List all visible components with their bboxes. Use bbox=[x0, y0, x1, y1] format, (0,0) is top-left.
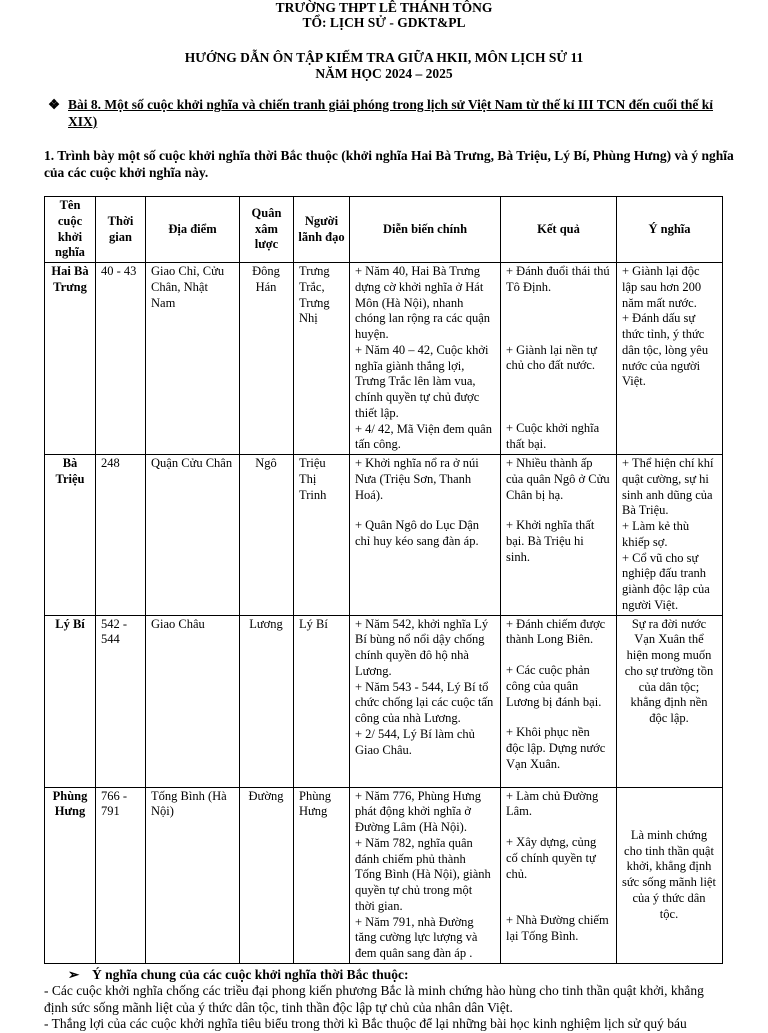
lesson-heading bbox=[48, 97, 728, 131]
meaning-item: + Làm kẻ thù khiếp sợ. bbox=[622, 519, 690, 549]
conclusion-heading bbox=[68, 967, 409, 984]
event-item: + Năm 542, khởi nghĩa Lý Bí bùng nổ nổi dậy chống chính quyền đô hộ nhà Lương. bbox=[355, 616, 489, 678]
arrow-bullet-icon: ➢ bbox=[68, 967, 80, 982]
uprising-place: Giao Chỉ, Cửu Chân, Nhật Nam bbox=[146, 263, 240, 455]
table-header-row bbox=[45, 197, 723, 263]
table-row bbox=[45, 787, 723, 963]
uprising-time: 40 - 43 bbox=[96, 263, 146, 455]
column-header: Quân xâm lược bbox=[240, 197, 294, 263]
result-item: + Giành lại nền tự chủ cho đất nước. bbox=[506, 342, 597, 373]
meaning-item: Là minh chứng cho tinh thần quật khởi, khẳng định sức sống mãnh liệt của ý thức dân tộc. bbox=[622, 827, 716, 921]
uprisings-table bbox=[44, 196, 723, 964]
result-item: + Nhà Đường chiếm lại Tống Bình. bbox=[506, 913, 609, 943]
event-item: + Quân Ngô do Lục Dận chỉ huy kéo sang đàn áp. bbox=[355, 518, 480, 548]
uprising-events bbox=[350, 787, 501, 963]
school-year: NĂM HỌC 2024 – 2025 bbox=[315, 66, 453, 81]
uprising-invader: Đông Hán bbox=[240, 263, 294, 455]
uprising-meaning bbox=[617, 455, 723, 616]
uprising-events bbox=[350, 455, 501, 616]
uprising-results bbox=[501, 455, 617, 616]
question-1: 1. Trình bày một số cuộc khởi nghĩa thời Bắc thuộc (khởi nghĩa Hai Bà Trưng, Bà Triệu, Lý Bí, Phùng Hưng) và ý nghĩa của các cuộc khởi nghĩa này. bbox=[44, 148, 734, 180]
meaning-item: Sự ra đời nước Vạn Xuân thể hiện mong muốn cho sự trường tồn của dân tộc; khẳng định nền độc lập. bbox=[624, 616, 714, 725]
column-header: Thời gian bbox=[96, 197, 146, 263]
result-item: + Nhiều thành ấp của quân Ngô ở Cửu Chân bị hạ. bbox=[506, 456, 610, 502]
column-header: Người lãnh đạo bbox=[294, 197, 350, 263]
uprising-place: Tống Bình (Hà Nội) bbox=[146, 787, 240, 963]
event-item: + Năm 543 - 544, Lý Bí tổ chức chống lại các cuộc tấn công của nhà Lương. bbox=[355, 679, 494, 725]
conclusion-paragraph: - Các cuộc khởi nghĩa chống các triều đại phong kiến phương Bắc là minh chứng hào hùng cho tinh thần quật khởi, khẳng định sức sống mãnh liệt của ý thức dân tộc, tinh thần độc lập tự chủ của nhân dân Việt. bbox=[44, 983, 704, 1015]
column-header: Địa điểm bbox=[146, 197, 240, 263]
result-item: + Cuộc khởi nghĩa thất bại. bbox=[506, 421, 600, 451]
uprising-results bbox=[501, 263, 617, 455]
meaning-item: + Cổ vũ cho sự nghiệp đấu tranh giành độc lập của người Việt. bbox=[622, 550, 710, 612]
meaning-item: + Đánh dấu sự thức tỉnh, ý thức dân tộc, lòng yêu nước của người Việt. bbox=[622, 311, 709, 389]
uprising-place: Quận Cửu Chân bbox=[146, 455, 240, 616]
uprising-leader: Triệu Thị Trinh bbox=[294, 455, 350, 616]
meaning-item: + Giành lại độc lập sau hơn 200 năm mất nước. bbox=[622, 264, 702, 310]
uprising-name: Bà Triệu bbox=[45, 455, 96, 616]
uprising-name: Phùng Hưng bbox=[45, 787, 96, 963]
uprising-time: 542 - 544 bbox=[96, 615, 146, 787]
column-header: Ý nghĩa bbox=[617, 197, 723, 263]
event-item: + Năm 782, nghĩa quân đánh chiếm phủ thành Tống Bình (Hà Nội), giành quyền tự chủ trong một thời gian. bbox=[355, 835, 491, 913]
table-row bbox=[45, 455, 723, 616]
event-item: + Khởi nghĩa nổ ra ở núi Nưa (Triệu Sơn, Thanh Hoá). bbox=[355, 456, 479, 502]
event-item: + Năm 791, nhà Đường tăng cường lực lượng và đem quân sang đàn áp . bbox=[355, 914, 478, 960]
conclusion-heading-text: Ý nghĩa chung của các cuộc khởi nghĩa thời Bắc thuộc: bbox=[92, 967, 409, 982]
result-item: + Làm chủ Đường Lâm. bbox=[506, 788, 599, 819]
uprising-time: 248 bbox=[96, 455, 146, 616]
uprising-meaning bbox=[617, 263, 723, 455]
uprising-invader: Đường bbox=[240, 787, 294, 963]
event-item: + Năm 776, Phùng Hưng phát động khởi nghĩa ở Đường Lâm (Hà Nội). bbox=[355, 788, 481, 834]
result-item: + Xây dựng, củng cố chính quyền tự chủ. bbox=[506, 835, 597, 881]
event-item: + Năm 40 – 42, Cuộc khởi nghĩa giành thắng lợi, Trưng Trắc lên làm vua, chính quyền tự chủ được thiết lập. bbox=[355, 342, 489, 420]
column-header: Kết quả bbox=[501, 197, 617, 263]
result-item: + Các cuộc phản công của quân Lương bị đánh bại. bbox=[506, 663, 602, 709]
meaning-item: + Thể hiện chí khí quật cường, sự hi sinh anh dũng của Bà Triệu. bbox=[622, 456, 714, 518]
result-item: + Đánh chiếm được thành Long Biên. bbox=[506, 616, 606, 647]
uprising-leader: Phùng Hưng bbox=[294, 787, 350, 963]
uprising-results bbox=[501, 615, 617, 787]
uprising-leader: Lý Bí bbox=[294, 615, 350, 787]
department-name: TỔ: LỊCH SỬ - GDKT&PL bbox=[302, 15, 466, 30]
uprising-leader: Trưng Trắc, Trưng Nhị bbox=[294, 263, 350, 455]
document-title: HƯỚNG DẪN ÔN TẬP KIẾM TRA GIỮA HKII, MÔN LỊCH SỬ 11 bbox=[184, 50, 584, 65]
uprising-invader: Ngô bbox=[240, 455, 294, 616]
result-item: + Đánh đuổi thái thú Tô Định. bbox=[506, 264, 610, 294]
event-item: + 4/ 42, Mã Viện đem quân tấn công. bbox=[355, 421, 492, 452]
uprising-name: Hai Bà Trưng bbox=[45, 263, 96, 455]
result-item: + Khởi nghĩa thất bại. Bà Triệu hi sinh. bbox=[506, 518, 595, 564]
table-row bbox=[45, 263, 723, 455]
table-row bbox=[45, 615, 723, 787]
uprising-place: Giao Châu bbox=[146, 615, 240, 787]
event-item: + Năm 40, Hai Bà Trưng dựng cờ khởi nghĩa ở Hát Môn (Hà Nội), nhanh chóng lan rộng ra các quận huyện. bbox=[355, 264, 491, 341]
school-name: TRƯỜNG THPT LÊ THÁNH TÔNG bbox=[275, 0, 493, 15]
lesson-title: Bài 8. Một số cuộc khởi nghĩa và chiến tranh giải phóng trong lịch sử Việt Nam từ thế kỉ III TCN đến cuối thế kỉ XIX) bbox=[68, 97, 714, 129]
uprising-name: Lý Bí bbox=[45, 615, 96, 787]
uprising-events bbox=[350, 263, 501, 455]
column-header: Tên cuộc khởi nghĩa bbox=[45, 197, 96, 263]
uprising-meaning bbox=[617, 787, 723, 963]
uprising-results bbox=[501, 787, 617, 963]
conclusion-paragraph: - Thắng lợi của các cuộc khởi nghĩa tiêu biểu trong thời kì Bắc thuộc để lại những bài học kinh nghiệm lịch sử quý báu bbox=[44, 1016, 687, 1031]
uprising-time: 766 - 791 bbox=[96, 787, 146, 963]
diamond-bullet-icon: ❖ bbox=[48, 97, 61, 112]
uprising-events bbox=[350, 615, 501, 787]
result-item: + Khôi phục nền độc lập. Dựng nước Vạn Xuân. bbox=[506, 725, 606, 771]
uprising-invader: Lương bbox=[240, 615, 294, 787]
event-item: + 2/ 544, Lý Bí làm chủ Giao Châu. bbox=[355, 726, 475, 757]
uprising-meaning bbox=[617, 615, 723, 787]
column-header: Diễn biến chính bbox=[350, 197, 501, 263]
